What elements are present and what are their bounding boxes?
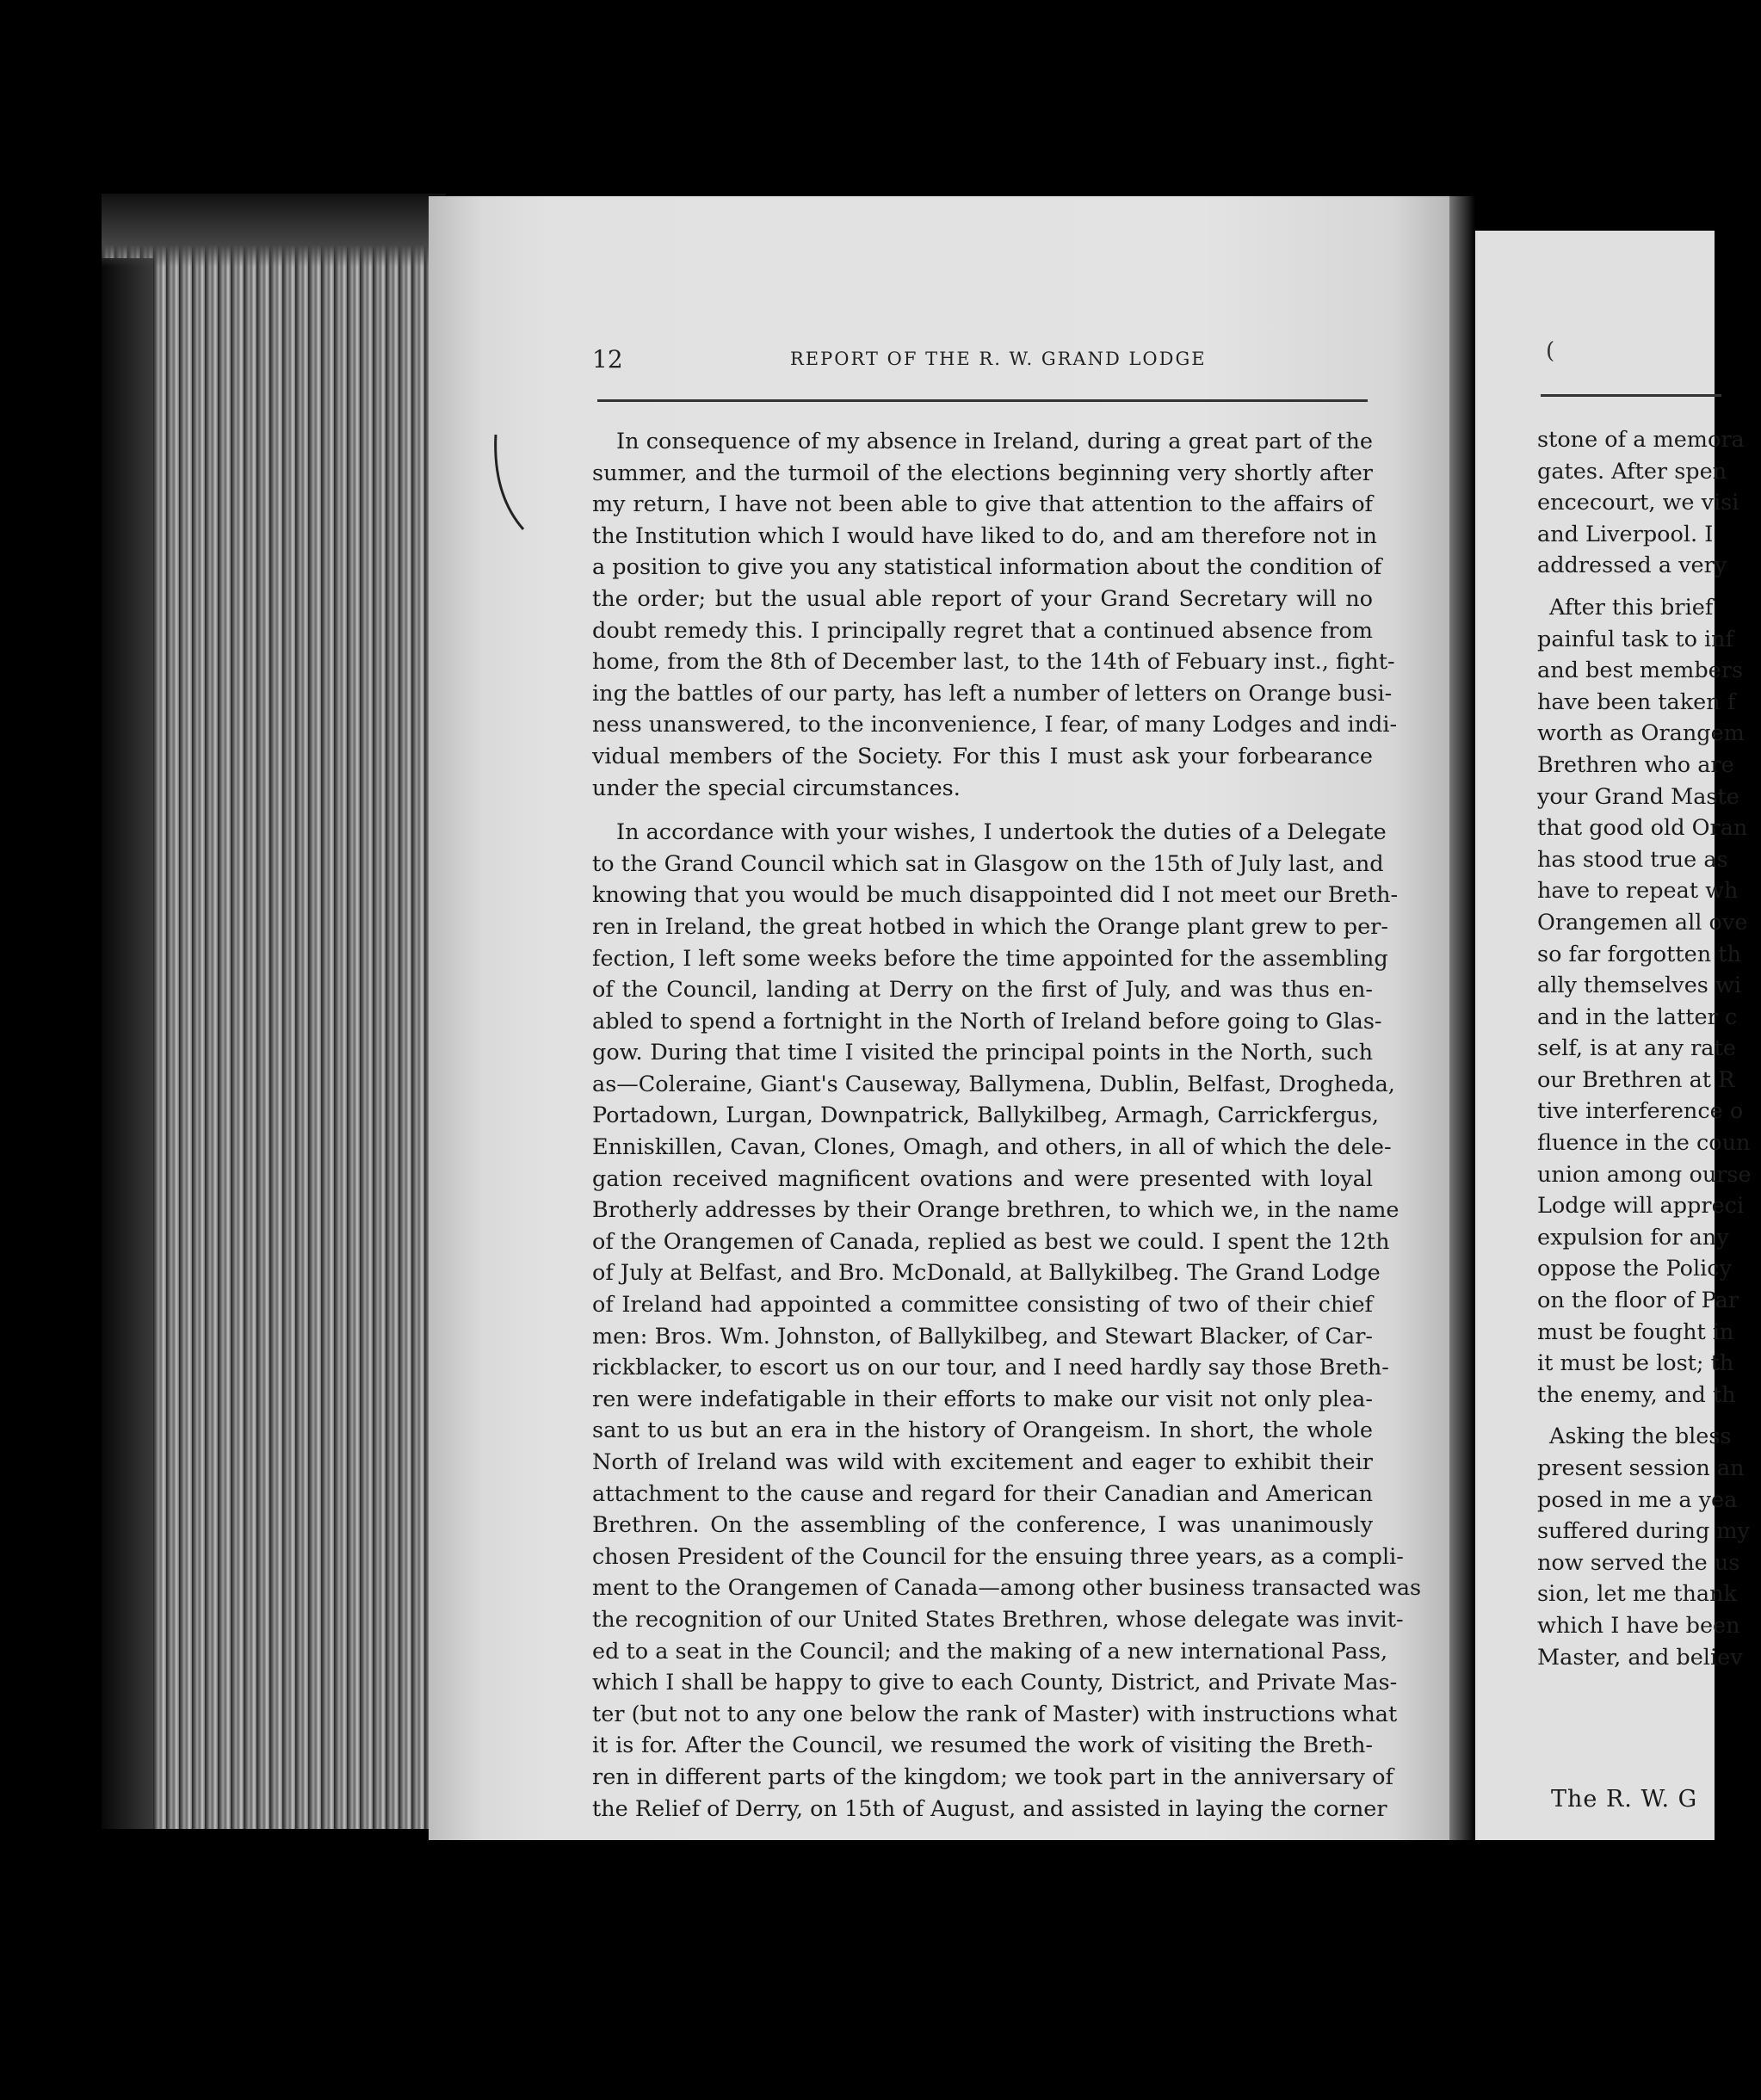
running-header [592,342,1367,376]
facing-page-text [1537,424,1761,1673]
facing-text-line: encecourt, we visi [1537,490,1739,516]
facing-text-line: have to repeat wh [1537,878,1739,905]
facing-text-line: which I have been [1537,1612,1740,1639]
facing-page-header-rule [1541,394,1721,397]
facing-text-line: must be fought in [1537,1319,1734,1345]
text-line: home, from the 8th of December last, to the 14th of Febuary inst., fight- [592,649,1395,676]
right-facing-page [1475,231,1752,1840]
facing-text-line: union among ourse [1537,1161,1752,1188]
facing-text-line: addressed a very [1537,553,1727,579]
book-top-shadow [102,194,446,267]
facing-text-line: Lodge will appreci [1537,1193,1745,1220]
text-line: ren in different parts of the kingdom; we took part in the anniversary of [592,1763,1393,1790]
text-line: the recognition of our United States Brethren, whose delegate was invit- [592,1606,1404,1633]
facing-text-line: self, is at any rate [1537,1035,1736,1062]
facing-text-line: Asking the bless [1549,1424,1732,1450]
text-line: fection, I left some weeks before the time appointed for the assembling [592,945,1388,972]
facing-text-line: and in the latter c [1537,1004,1738,1030]
book-cover-edge [102,258,153,1829]
text-line: Portadown, Lurgan, Downpatrick, Ballykilbeg, Armagh, Carrickfergus, [592,1102,1380,1129]
text-line: ed to a seat in the Council; and the making of a new international Pass, [592,1638,1388,1665]
text-line: a position to give you any statistical information about the condition of [592,554,1382,581]
facing-text-line: Orangemen all ove [1537,909,1748,936]
text-line: Brotherly addresses by their Orange brethren, to which we, in the name [592,1197,1400,1224]
facing-text-line: fluence in the coun [1537,1130,1751,1157]
text-line: gation received magnificent ovations and were presented with loyal [592,1165,1373,1192]
paragraph-gap [592,804,1373,817]
text-line: ness unanswered, to the inconvenience, I fear, of many Lodges and indi- [592,712,1398,738]
facing-text-line: and best members [1537,658,1744,684]
text-line: rickblacker, to escort us on our tour, and I need hardly say those Breth- [592,1355,1389,1381]
text-line: chosen President of the Council for the ensuing three years, as a compli- [592,1543,1404,1570]
facing-text-line: ally themselves wi [1537,973,1741,999]
facing-text-line: and Liverpool. I [1537,521,1714,547]
text-line: attachment to the cause and regard for their Canadian and American [592,1480,1373,1507]
facing-page-header-mark: ( [1546,338,1555,364]
pencil-margin-mark [489,433,541,536]
text-line: Brethren. On the assembling of the conference, I was unanimously [592,1512,1373,1539]
text-line: of the Council, landing at Derry on the first of July, and was thus en- [592,977,1373,1004]
text-line: of the Orangemen of Canada, replied as best we could. I spent the 12th [592,1228,1390,1255]
facing-text-line: it must be lost; th [1537,1350,1734,1377]
facing-text-line: the enemy, and th [1537,1381,1736,1408]
running-head: REPORT OF THE R. W. GRAND LODGE [790,349,1207,369]
facing-text-line: gates. After spen [1537,458,1727,485]
facing-text-line: sion, let me thank [1537,1581,1737,1608]
page-number: 12 [592,345,623,374]
facing-text-line: now served the us [1537,1549,1740,1576]
text-line: of Ireland had appointed a committee consisting of two of their chief [592,1292,1373,1319]
text-line: the Relief of Derry, on 15th of August, and assisted in laying the corner [592,1795,1387,1822]
text-line: abled to spend a fortnight in the North of Ireland before going to Glas- [592,1008,1382,1035]
facing-text-line: posed in me a yea [1537,1486,1738,1513]
text-line: ren were indefatigable in their efforts to make our visit not only plea- [592,1386,1373,1412]
facing-text-line: have been taken f [1537,689,1736,715]
facing-text-line: your Grand Maste [1537,783,1739,810]
facing-page-footer: The R. W. G [1551,1786,1698,1813]
text-line: sant to us but an era in the history of Orangeism. In short, the whole [592,1418,1373,1444]
facing-text-line: our Brethren at R [1537,1066,1735,1093]
text-line: under the special circumstances. [592,775,961,801]
body-text [592,426,1422,1825]
text-line: vidual members of the Society. For this I must ask your forbearance [592,743,1373,769]
paragraph [592,426,1398,804]
facing-text-line: stone of a memora [1537,427,1745,453]
text-line: summer, and the turmoil of the elections beginning very shortly after [592,460,1373,486]
text-line: to the Grand Council which sat in Glasgow on the 15th of July last, and [592,850,1384,877]
text-line: gow. During that time I visited the principal points in the North, such [592,1040,1373,1066]
facing-text-line: After this brief [1549,594,1714,621]
facing-text-line: suffered during my [1537,1518,1750,1545]
text-line: In accordance with your wishes, I undertook the duties of a Delegate [616,819,1387,846]
text-line: ment to the Orangemen of Canada—among other business transacted was [592,1575,1422,1602]
facing-text-line: on the floor of Par [1537,1288,1739,1314]
text-line: of July at Belfast, and Bro. McDonald, at Ballykilbeg. The Grand Lodge [592,1260,1381,1287]
text-line: my return, I have not been able to give that attention to the affairs of [592,491,1373,518]
text-line: Enniskillen, Cavan, Clones, Omagh, and others, in all of which the dele- [592,1134,1392,1161]
text-line: ter (but not to any one below the rank of Master) with instructions what [592,1701,1398,1727]
text-line: men: Bros. Wm. Johnston, of Ballykilbeg, and Stewart Blacker, of Car- [592,1323,1373,1350]
text-line: In consequence of my absence in Ireland, during a great part of the [616,429,1373,454]
paragraph [592,817,1422,1825]
header-rule [597,399,1368,402]
facing-text-line: that good old Oran [1537,815,1748,842]
text-line: North of Ireland was wild with excitement and eager to exhibit their [592,1449,1373,1475]
facing-text-line: Brethren who are [1537,751,1734,778]
text-line: as—Coleraine, Giant's Causeway, Ballymena, Dublin, Belfast, Drogheda, [592,1071,1395,1097]
text-line: ing the battles of our party, has left a number of letters on Orange busi- [592,680,1393,707]
page-gutter [1449,196,1475,1840]
facing-text-line: so far forgotten th [1537,941,1741,967]
facing-text-line: oppose the Policy [1537,1256,1732,1282]
text-line: ren in Ireland, the great hotbed in which the Orange plant grew to per- [592,913,1388,940]
text-line: which I shall be happy to give to each County, District, and Private Mas- [592,1670,1398,1696]
facing-text-line: painful task to inf [1537,626,1734,652]
book-page-edges [102,194,446,1829]
facing-text-line: present session an [1537,1455,1745,1481]
facing-text-line: expulsion for any [1537,1224,1729,1251]
text-line: it is for. After the Council, we resumed the work of visiting the Breth- [592,1732,1373,1759]
text-line: the Institution which I would have liked to do, and am therefore not in [592,522,1377,549]
facing-text-line: tive interference o [1537,1098,1744,1125]
facing-text-line: worth as Orangem [1537,720,1745,747]
facing-text-line: Master, and believ [1537,1644,1743,1671]
text-line: the order; but the usual able report of your Grand Secretary will no [592,585,1373,612]
facing-text-line: has stood true as [1537,846,1728,873]
text-line: doubt remedy this. I principally regret that a continued absence from [592,617,1373,644]
text-line: knowing that you would be much disappointed did I not meet our Breth- [592,882,1399,909]
